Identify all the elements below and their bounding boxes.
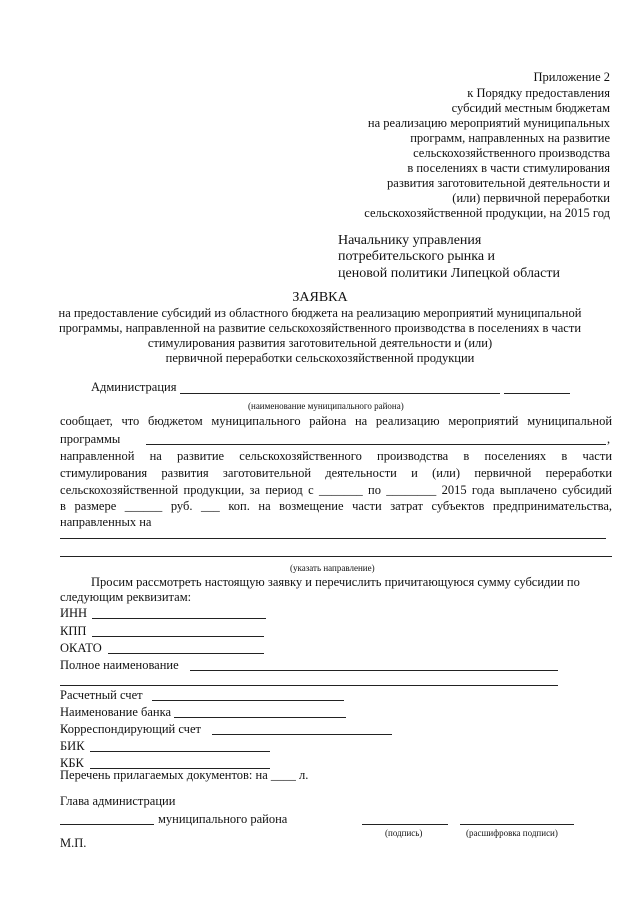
appendix-line: к Порядку предоставления — [467, 86, 610, 100]
body-line-4: стимулирования развития заготовительной деятельности и (или) первичной переработки — [60, 466, 613, 480]
body-line-6: в размере ______ руб. ___ коп. на возмещение части затрат субъектов предпринимательства, — [60, 499, 613, 513]
appendix-line: сельскохозяйственной продукции, на 2015 год — [364, 206, 610, 220]
appendix-line: в поселениях в части стимулирования — [407, 161, 610, 175]
inn-label: ИНН — [60, 606, 88, 620]
bik-label: БИК — [60, 739, 85, 753]
subtitle-line: программы, направленной на развитие сельскохозяйственного производства в поселениях в части — [58, 321, 582, 335]
admin-name-field[interactable] — [180, 393, 500, 394]
account-label: Расчетный счет — [60, 688, 143, 702]
full-name-label: Полное наименование — [60, 658, 179, 672]
corr-account-label: Корреспондирующий счет — [60, 722, 201, 736]
request-line-2: следующим реквизитам: — [60, 590, 192, 604]
program-comma: , — [607, 432, 611, 446]
admin-name-field-extra[interactable] — [504, 393, 570, 394]
bank-field[interactable] — [174, 717, 346, 718]
direction-field-1[interactable] — [60, 538, 606, 539]
admin-hint: (наименование муниципального района) — [248, 401, 404, 411]
body-line-5: сельскохозяйственной продукции, за период с _______ по ________ 2015 года выплачено субсидий — [60, 483, 612, 497]
full-name-field-2[interactable] — [60, 685, 558, 686]
seal-mark: М.П. — [60, 836, 87, 850]
program-name-field[interactable] — [146, 444, 606, 445]
direction-field-2[interactable] — [60, 556, 612, 557]
inn-field[interactable] — [92, 618, 266, 619]
okato-field[interactable] — [108, 653, 264, 654]
signature-hint: (подпись) — [385, 828, 423, 838]
body-line-3: направленной на развитие сельскохозяйственного производства в поселениях в части — [60, 449, 613, 463]
appendix-line: развития заготовительной деятельности и — [387, 176, 610, 190]
head-label: Глава администрации — [60, 794, 176, 808]
appendix-line: сельскохозяйственного производства — [413, 146, 610, 160]
addressee-line: ценовой политики Липецкой области — [338, 266, 560, 281]
program-label: программы — [60, 432, 121, 446]
subtitle-line: стимулирования развития заготовительной деятельности и (или) — [147, 336, 493, 350]
body-line-1: сообщает, что бюджетом муниципального района на реализацию мероприятий муниципальной — [60, 414, 613, 428]
addressee-line: потребительского рынка и — [338, 249, 496, 264]
full-name-field-1[interactable] — [190, 670, 558, 671]
subtitle-line: на предоставление субсидий из областного бюджета на реализацию мероприятий муниципальной — [58, 306, 582, 320]
decode-hint: (расшифровка подписи) — [466, 828, 558, 838]
bik-field[interactable] — [90, 751, 270, 752]
kbk-label: КБК — [60, 756, 84, 770]
addressee-line: Начальнику управления — [338, 233, 482, 248]
request-line-1: Просим рассмотреть настоящую заявку и перечислить причитающуюся сумму субсидии по — [91, 575, 580, 589]
appendix-line: субсидий местным бюджетам — [451, 101, 610, 115]
corr-account-field[interactable] — [212, 734, 392, 735]
kpp-label: КПП — [60, 624, 87, 638]
signature-decode-field[interactable] — [460, 824, 574, 825]
documents-count: Перечень прилагаемых документов: на ____ л. — [60, 768, 309, 782]
signature-field[interactable] — [362, 824, 448, 825]
body-line-7: направленных на — [60, 515, 152, 529]
okato-label: ОКАТО — [60, 641, 102, 655]
subtitle-line: первичной переработки сельскохозяйственной продукции — [165, 351, 475, 365]
district-label: муниципального района — [158, 812, 288, 826]
admin-label: Администрация — [91, 380, 177, 394]
head-name-field[interactable] — [60, 824, 154, 825]
appendix-line: программ, направленных на развитие — [410, 131, 610, 145]
bank-label: Наименование банка — [60, 705, 172, 719]
kpp-field[interactable] — [92, 636, 264, 637]
account-field[interactable] — [152, 700, 344, 701]
direction-hint: (указать направление) — [290, 563, 375, 573]
appendix-line: Приложение 2 — [533, 70, 610, 84]
document-title: ЗАЯВКА — [292, 290, 348, 305]
appendix-line: (или) первичной переработки — [452, 191, 610, 205]
appendix-line: на реализацию мероприятий муниципальных — [367, 116, 610, 130]
